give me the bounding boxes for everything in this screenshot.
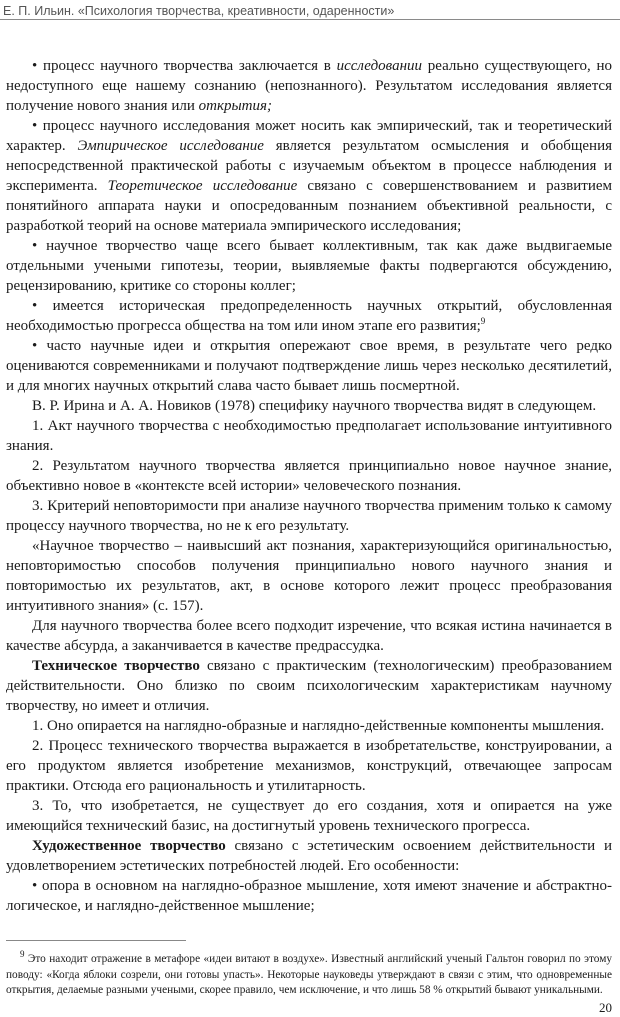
main-text [6, 56, 612, 916]
paragraph: • научное творчество чаще всего бывает коллективным, так как даже выдвигаемые отдельными учеными гипотезы, теории, выявляемые факты подвергаются обсуждению, рецензированию, критике со стороны коллег; [6, 238, 612, 294]
header-rule [0, 19, 620, 20]
footnote-reference[interactable]: 9 [480, 316, 486, 326]
paragraph: Для научного творчества более всего подходит изречение, что всякая истина начинается в качестве абсурда, а заканчивается в качестве предрассудка. [6, 618, 612, 654]
paragraph: 1. Оно опирается на наглядно-образные и наглядно-действенные компоненты мышления. [32, 718, 605, 734]
footnote-text: $^9$ Это находит отражение в метафоре «идеи витают в воздухе». Известный английский ученый Гальтон говорил по этому поводу: «Когда яблоки созрели, они готовы упасть». Некоторые науковеды утверждают в связи с этим, что одновременные открытия, делаемые разными учеными, скорее правило, чем исключение, и что лишь 58 % открытий бывают уникальными. [6, 949, 612, 996]
paragraph: Техническое творчество связано с практическим (технологическим) преобразованием действительности. Оно близко по своим психологическим характеристикам научному творчеству, но имеет и отличия. [6, 658, 613, 714]
paragraph: «Научное творчество – наивысший акт познания, характеризующийся оригинальностью, неповторимостью способов получения принципиально нового научного знания и повторимостью их результатов, акт, в основе которого лежит процесс преобразования интуитивного знания» (с. 157). [6, 538, 612, 614]
term-artistic-creativity: Художественное творчество [32, 838, 226, 854]
paragraph: • процесс научного исследования может носить как эмпирический, так и теоретический характер. Эмпирическое исследование является результатом осмысления и обобщения непосредственной практической работы с изучаемым объектом в процессе наблюдения и эксперимента. Теоретическое исследование связано с совершенствованием и развитием понятийного аппарата науки и опосредованным познанием объективной реальности, с разработкой теорий на основе материала эмпирического исследования; [6, 118, 612, 234]
paragraph: 3. Критерий неповторимости при анализе научного творчества применим только к самому процессу научного творчества, но не к его результату. [6, 498, 612, 534]
paragraph: В. Р. Ирина и А. А. Новиков (1978) специфику научного творчества видят в следующем. [32, 398, 597, 414]
footnote-separator [6, 940, 186, 941]
paragraph: • опора в основном на наглядно-образное мышление, хотя имеют значение и абстрактно-логическое, и наглядно-действенное мышление; [6, 878, 612, 914]
paragraph: Художественное творчество связано с эстетическим освоением действительности и удовлетворением эстетических потребностей людей. Его особенности: [6, 838, 613, 874]
paragraph: 2. Процесс технического творчества выражается в изобретательстве, конструировании, а его продуктом является изобретение механизмов, конструкций, отвечающее запросам практики. Отсюда его рациональность и утилитарность. [6, 738, 612, 794]
page-number: 20 [599, 1000, 612, 1015]
footnote [6, 949, 612, 999]
paragraph: 2. Результатом научного творчества является принципиально новое научное знание, объективно новое в «контексте всей истории» человеческого познания. [6, 458, 612, 494]
running-title: Е. П. Ильин. «Психология творчества, креативности, одаренности» [3, 4, 395, 18]
paragraph: • имеется историческая предопределенность научных открытий, обусловленная необходимостью прогресса общества на том или ином этапе его развития;$^9$ [6, 298, 612, 334]
paragraph: 1. Акт научного творчества с необходимостью предполагает использование интуитивного знания. [6, 418, 612, 454]
paragraph: • процесс научного творчества заключается в исследовании реально существующего, но недоступного еще нашему сознанию (непознанного). Результатом исследования является получение нового знания или открытия; [6, 58, 612, 114]
running-header [0, 0, 620, 22]
paragraph: 3. То, что изобретается, не существует до его создания, хотя и опирается на уже имеющийся технический базис, на достигнутый уровень технического прогресса. [6, 798, 612, 834]
term-technical-creativity: Техническое творчество [32, 658, 200, 674]
paragraph: • часто научные идеи и открытия опережают свое время, в результате чего редко оцениваются современниками и получают подтверждение лишь через несколько десятилетий, и для многих научных открытий слава часто бывает лишь посмертной. [6, 338, 612, 394]
footnote-mark: 9 [20, 949, 25, 960]
